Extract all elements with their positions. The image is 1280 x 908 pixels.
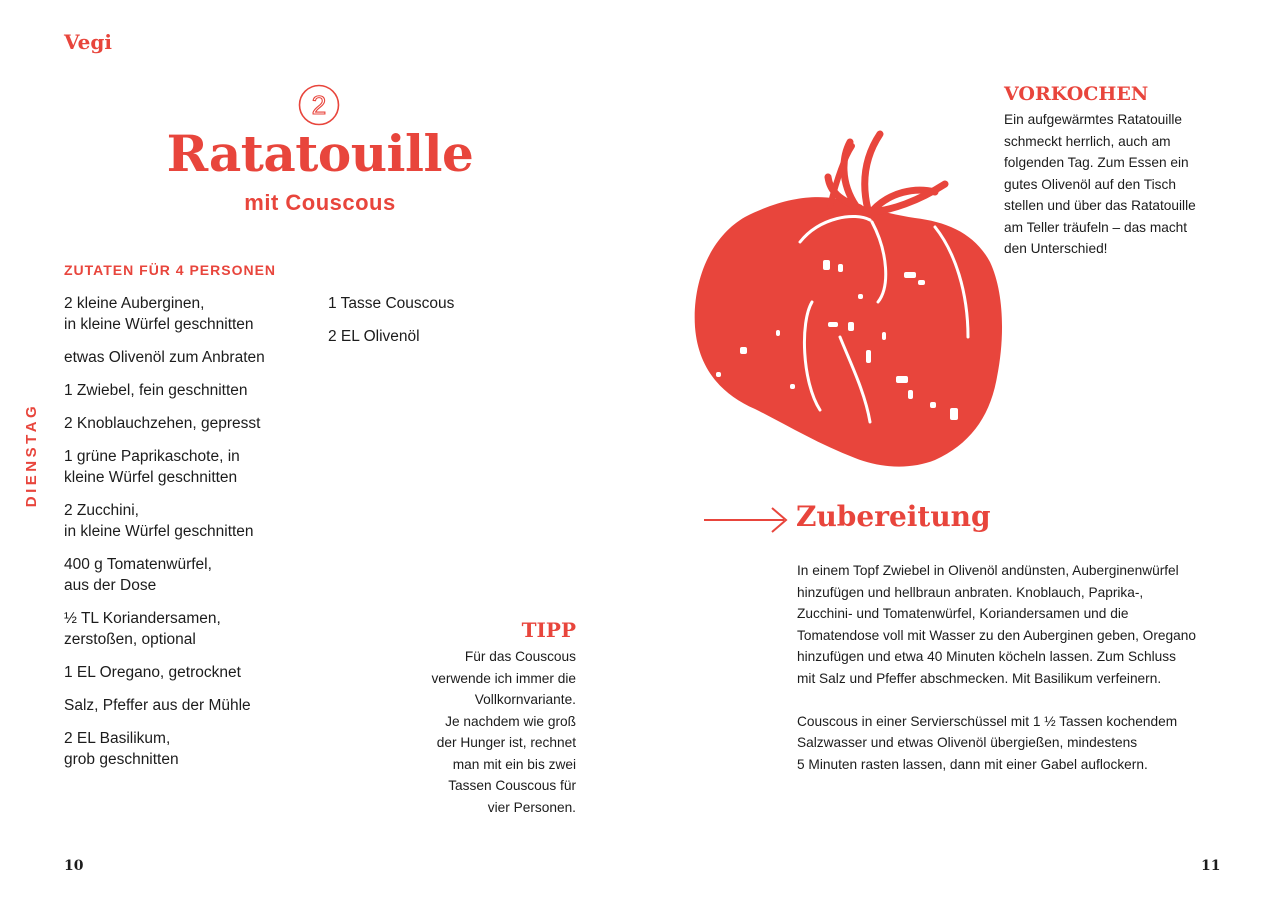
ingredient-item: 2 EL Olivenöl [328,328,420,345]
ingredient-item: 2 Knoblauchzehen, gepresst [64,415,261,432]
ingredient-item: 2 kleine Auberginen, in kleine Würfel geschnitten [64,295,254,333]
recipe-title: Ratatouille [166,124,474,183]
tipp-title: TIPP [521,618,576,642]
tipp-body: Für das Couscous verwende ich immer die Vollkornvariante. Je nachdem wie groß der Hunger ist, rechnet man mit ein bis zwei Tassen Couscous für vier Personen. [431,649,576,815]
side-tab [14,400,50,510]
vorkochen-body: Ein aufgewärmtes Ratatouille schmeckt herrlich, auch am folgenden Tag. Zum Essen ein gutes Olivenöl auf den Tisch stellen und über das Ratatouille am Teller träufeln – das macht den Unterschied! [1004,112,1196,256]
category-label: Vegi [64,30,112,54]
weekday-label: DIENSTAG [23,402,40,508]
ingredient-item: 1 grüne Paprikaschote, in kleine Würfel geschnitten [64,448,240,486]
ingredient-item: 400 g Tomatenwürfel, aus der Dose [64,556,212,594]
vorkochen-title: VORKOCHEN [1004,83,1149,105]
zubereitung-paragraph-1: In einem Topf Zwiebel in Olivenöl andünsten, Auberginenwürfel hinzufügen und hellbraun anbraten. Knoblauch, Paprika-, Zucchini- und Tomatenwürfel, Koriandersamen und die Tomatendose voll mit Wasser zu den Auberginen geben, Oregano hinzufügen und etwa 40 Minuten köcheln lassen. Zum Schluss mit Salz und Pfeffer abschmecken. Mit Basilikum verfeinern. [797,563,1196,686]
zubereitung-body [797,560,1227,797]
ingredient-item: ½ TL Koriandersamen, zerstoßen, optional [64,610,221,648]
page-number-left: 10 [64,858,84,874]
ingredient-item: 1 EL Oregano, getrocknet [64,664,241,681]
ingredient-item: Salz, Pfeffer aus der Mühle [64,697,251,714]
ingredient-item: 1 Tasse Couscous [328,295,455,312]
ingredient-item: 2 Zucchini, in kleine Würfel geschnitten [64,502,254,540]
zubereitung-title: Zubereitung [796,500,991,533]
ingredient-item: etwas Olivenöl zum Anbraten [64,349,265,366]
tomato-illustration [690,122,1020,472]
circle-number-icon [298,84,340,126]
page-number-right: 11 [1201,858,1221,874]
ingredient-item: 2 EL Basilikum, grob geschnitten [64,730,179,768]
ingredients-column-2 [328,293,528,359]
zubereitung-paragraph-2: Couscous in einer Servierschüssel mit 1 ½ Tassen kochendem Salzwasser und etwas Olivenöl übergießen, mindestens 5 Minuten rasten lassen, dann mit einer Gabel auflockern. [797,713,1178,772]
ingredients-heading: ZUTATEN FÜR 4 PERSONEN [64,262,277,278]
recipe-subtitle: mit Couscous [244,190,396,215]
recipe-number: 2 [311,90,327,120]
arrow-right-icon [704,505,790,535]
ingredients-column-1 [64,293,304,782]
ingredient-item: 1 Zwiebel, fein geschnitten [64,382,248,399]
